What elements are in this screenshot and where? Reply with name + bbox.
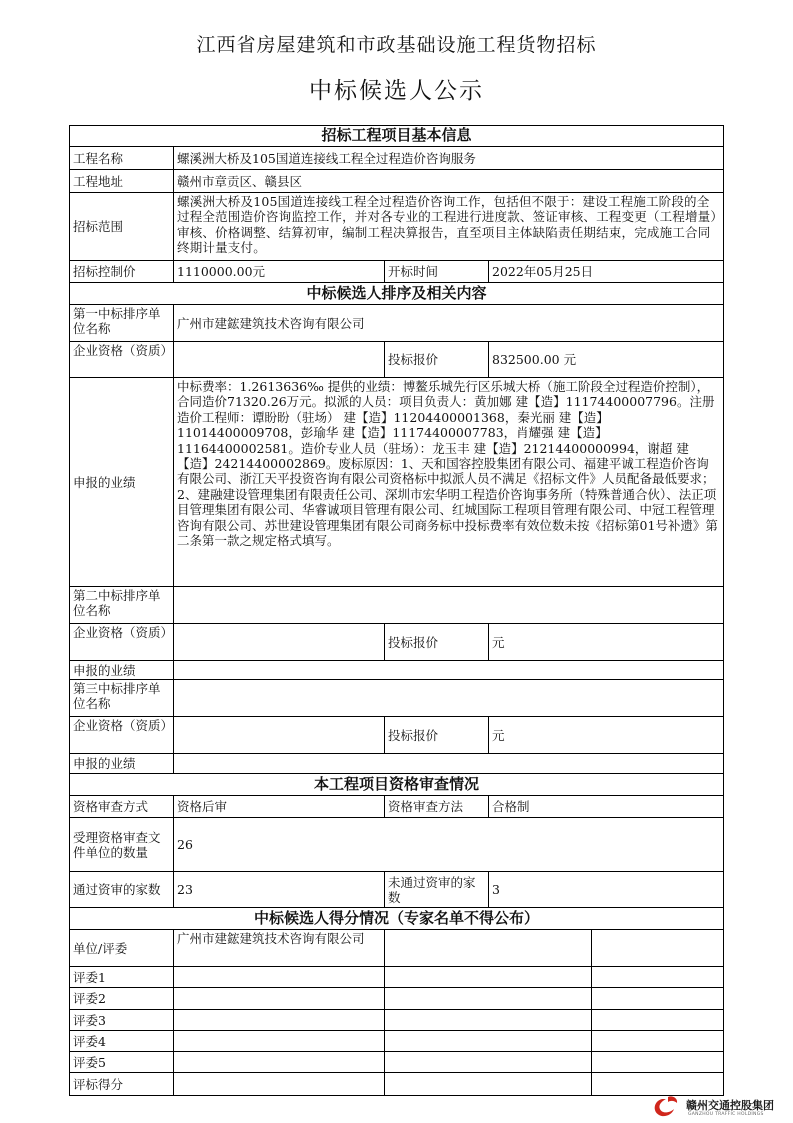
score-cell [385,1010,592,1031]
score-cell [592,967,724,988]
score-cell [592,1010,724,1031]
score-cell [385,967,592,988]
logo-english: GANZHOU TRAFFIC HOLDINGS [688,1112,764,1117]
score-cell [592,1052,724,1073]
score-cell [385,1052,592,1073]
first-bid-value: 832500.00 元 [489,342,724,378]
passed-count-value: 23 [174,872,385,908]
first-rank-label: 第一中标排序单位名称 [69,305,174,342]
second-bid-label: 投标报价 [385,624,489,661]
document-title: 江西省房屋建筑和市政基础设施工程货物招标 [196,34,597,56]
first-performance-label: 申报的业绩 [69,378,174,587]
score-cell [385,988,592,1010]
section-candidates: 中标候选人排序及相关内容 [69,283,724,305]
third-performance-value [174,754,724,774]
third-qualification-label: 企业资格（资质） [69,717,174,754]
scope-label: 招标范围 [69,193,174,261]
open-time-value: 2022年05月25日 [489,261,724,283]
third-performance-label: 申报的业绩 [69,754,174,774]
scope-value: 螺溪洲大桥及105国道连接线工程全过程造价咨询工作，包括但不限于：建设工程施工阶段的全过程全范围造价咨询监控工作，并对各专业的工程进行进度款、签证审核、工程变更（工程增量）审核、价格调整、结算初审，编制工程决算报告，直至项目主体缺陷责任期结束，完成施工合同终期计量支付。 [174,193,724,261]
score-cell [385,1073,592,1096]
score-row-label: 评标得分 [69,1073,174,1096]
scores-header-label: 单位/评委 [69,930,174,967]
section-basic-info: 招标工程项目基本信息 [69,125,724,147]
score-cell [174,1073,385,1096]
second-bid-value: 元 [489,624,724,661]
logo-name: 赣州交通控股集团 [686,1099,774,1112]
first-performance-value: 中标费率：1.2613636‰ 提供的业绩：博鳌乐城先行区乐城大桥（施工阶段全过程造价控制），合同造价71320.26万元。拟派的人员：项目负责人：黄加娜 建【造】11174400007796。注册造价工程师：谭盼盼（驻场） 建【造】11204400001368，秦光丽 建【造】11014400009708，彭瑜华 建【造】11174400007783，肖耀强 建【造】11164400002581。造价专业人员（驻场）：龙玉丰 建【造】21214400000994，谢超 建【造】24214400002869。废标原因：1、天和国容控股集团有限公司、福建平诚工程造价咨询有限公司、浙江天平投资咨询有限公司资格标中拟派人员不满足《招标文件》人员配备最低要求；2、建融建设管理集团有限责任公司、深圳市宏华明工程造价咨询事务所（特殊普通合伙）、法正项目管理集团有限公司、华睿诚项目管理有限公司、红城国际工程项目管理有限公司、中冠工程管理咨询有限公司、苏世建设管理集团有限公司商务标中投标费率有效位数未按《招标第01号补遗》第二条第一款之规定格式填写。 [174,378,724,587]
first-company-value: 广州市建鋐建筑技术咨询有限公司 [174,305,724,342]
third-rank-label: 第三中标排序单位名称 [69,680,174,717]
second-rank-label: 第二中标排序单位名称 [69,587,174,624]
score-row-label: 评委1 [69,967,174,988]
second-qualification-value [174,624,385,661]
open-time-label: 开标时间 [385,261,489,283]
score-cell [174,1010,385,1031]
first-bid-label: 投标报价 [385,342,489,378]
first-qualification-value [174,342,385,378]
review-approach-value: 合格制 [489,796,724,818]
document-subtitle: 中标候选人公示 [309,78,484,104]
third-bid-label: 投标报价 [385,717,489,754]
project-name-label: 工程名称 [69,147,174,170]
project-address-label: 工程地址 [69,170,174,193]
score-cell [592,1031,724,1052]
second-performance-label: 申报的业绩 [69,661,174,680]
section-qualification-review: 本工程项目资格审查情况 [69,774,724,796]
project-address-value: 赣州市章贡区、赣县区 [174,170,724,193]
scores-company-name: 广州市建鋐建筑技术咨询有限公司 [174,930,385,967]
scores-empty-col-3 [592,930,724,967]
score-row-label: 评委4 [69,1031,174,1052]
score-cell [174,1031,385,1052]
failed-count-value: 3 [489,872,724,908]
third-company-value [174,680,724,717]
score-row-label: 评委3 [69,1010,174,1031]
review-method-label: 资格审查方式 [69,796,174,818]
first-qualification-label: 企业资格（资质） [69,342,174,378]
second-company-value [174,587,724,624]
review-approach-label: 资格审查方法 [385,796,489,818]
control-price-label: 招标控制价 [69,261,174,283]
third-bid-value: 元 [489,717,724,754]
score-cell [592,988,724,1010]
review-method-value: 资格后审 [174,796,385,818]
section-scores: 中标候选人得分情况（专家名单不得公布） [69,908,724,930]
score-cell [385,1031,592,1052]
failed-count-label: 未通过资审的家数 [385,872,489,908]
score-row-label: 评委2 [69,988,174,1010]
score-cell [174,967,385,988]
control-price-value: 1110000.00元 [174,261,385,283]
score-cell [174,988,385,1010]
received-count-value: 26 [174,818,724,872]
score-row-label: 评委5 [69,1052,174,1073]
received-count-label: 受理资格审查文件单位的数量 [69,818,174,872]
score-cell [174,1052,385,1073]
project-name-value: 螺溪洲大桥及105国道连接线工程全过程造价咨询服务 [174,147,724,170]
second-performance-value [174,661,724,680]
third-qualification-value [174,717,385,754]
scores-empty-col-2 [385,930,592,967]
second-qualification-label: 企业资格（资质） [69,624,174,661]
passed-count-label: 通过资审的家数 [69,872,174,908]
